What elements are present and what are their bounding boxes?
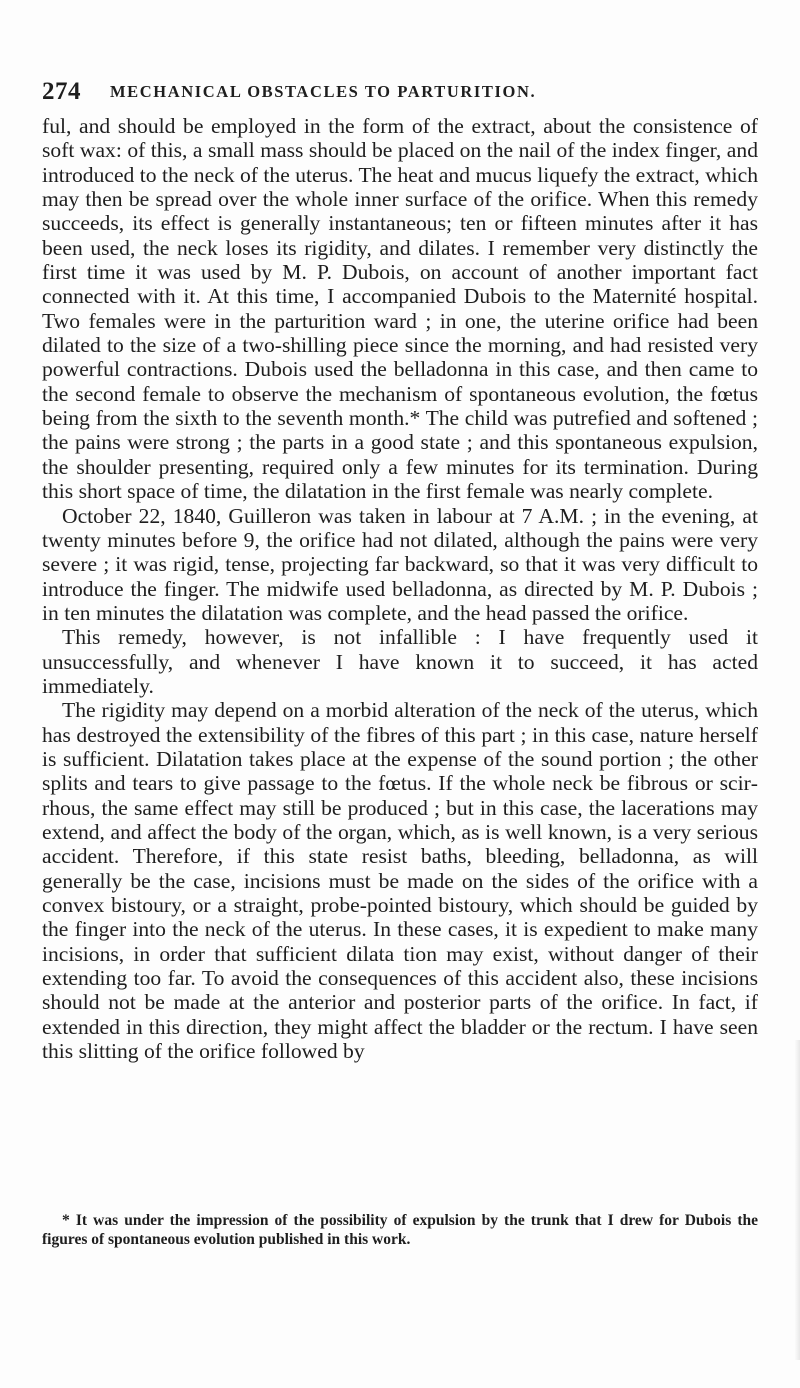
paragraph-belladonna-application: ful, and should be employed in the form of the extract, about the consistence of soft wax: of this, a small mass should be placed on the nail of the index finger, and introduced to the neck of the uterus. The heat and mucus liquefy the extract, which may then be spread over the whole inner surface of the orifice. When this remedy succeeds, its effect is generally instantaneous; ten or fifteen minutes after it has been used, the neck loses its rigidity, and dilates. I remember very distinctly the first time it was used by M. P. Dubois, on account of another important fact connected with it. At this time, I accompanied Dubois to the Maternité hospital. Two females were in the parturition ward ; in one, the uterine orifice had been dilated to the size of a two-shilling piece since the morning, and had resisted very powerful contractions. Dubois used the belladonna in this case, and then came to the second female to observe the mechanism of spontaneous evolution, the fœtus being from the sixth to the seventh month.* The child was putrefied and softened ; the pains were strong ; the parts in a good state ; and this spontaneous expulsion, the shoulder presenting, required only a few minutes for its termination. During this short space of time, the dilatation in the first female was nearly complete. [42, 114, 758, 504]
running-head: MECHANICAL OBSTACLES TO PARTURITION. [110, 82, 537, 101]
page-number: 274 [42, 78, 81, 105]
paragraph-morbid-rigidity: The rigidity may depend on a morbid alteration of the neck of the uterus, which has destroyed the extensibility of the fibres of this part ; in this case, nature herself is sufficient. Dilatation takes place at the expense of the sound portion ; the other splits and tears to give passage to the fœtus. If the whole neck be fibrous or scirrhous, the same effect may still be produced ; but in this case, the lacerations may extend, and affect the body of the organ, which, as is well known, is a very serious accident. Therefore, if this state resist baths, bleeding, belladonna, as will generally be the case, incisions must be made on the sides of the orifice with a convex bistoury, or a straight, probe-pointed bistoury, which should be guided by the finger into the neck of the uterus. In these cases, it is expedient to make many incisions, in order that sufficient dilata tion may exist, without danger of their extending too far. To avoid the consequences of this accident also, these incisions should not be made at the anterior and posterior parts of the orifice. In fact, if extended in this direction, they might affect the bladder or the rectum. I have seen this slitting of the orifice followed by [42, 698, 758, 1064]
page-edge-shadow [794, 1040, 800, 1360]
paragraph-not-infallible: This remedy, however, is not infallible : I have frequently used it unsuccessfully, and whenever I have known it to succeed, it has acted immediately. [42, 625, 758, 698]
footnote: * It was under the impression of the possibility of expulsion by the trunk that I drew for Dubois the figures of spontaneous evolution published in this work. [42, 1211, 758, 1248]
page-header [42, 78, 762, 108]
body-text [42, 114, 758, 1063]
paragraph-guilleron-case: October 22, 1840, Guilleron was taken in labour at 7 A.M. ; in the evening, at twenty minutes before 9, the orifice had not dilated, although the pains were very severe ; it was rigid, tense, projecting far backward, so that it was very difficult to introduce the finger. The midwife used belladonna, as directed by M. P. Dubois ; in ten minutes the dilatation was complete, and the head passed the orifice. [42, 503, 758, 625]
